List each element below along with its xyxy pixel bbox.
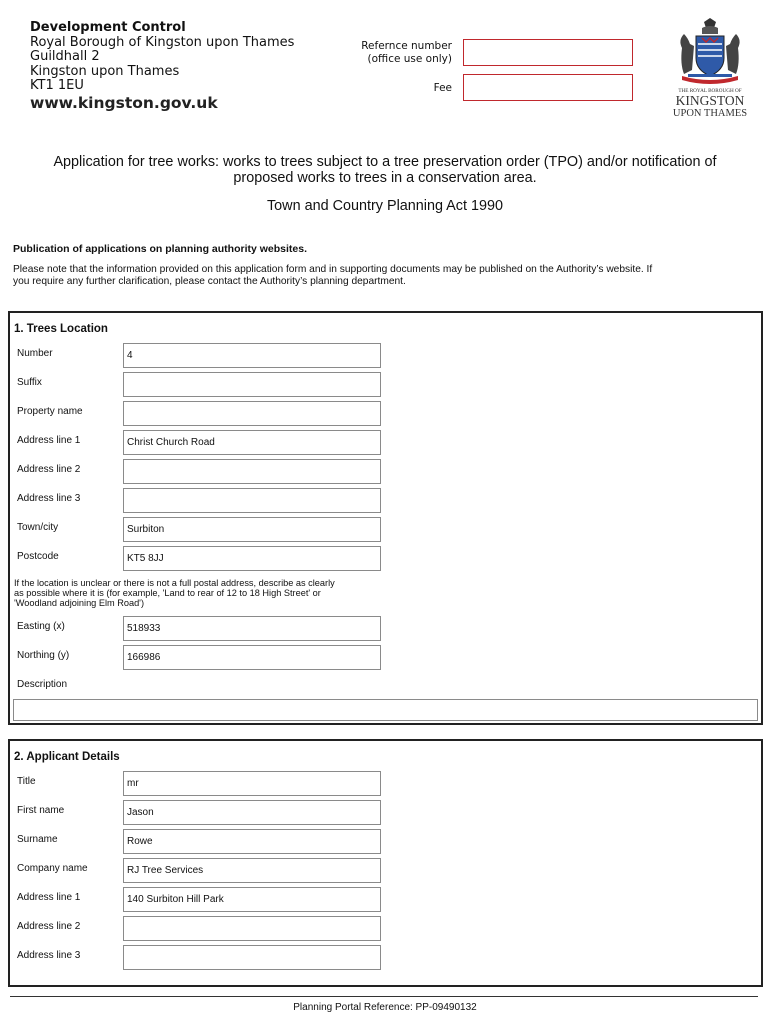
form-title-line-1: Application for tree works: works to trees subject to a tree preservation order (TPO) and/or notification of: [53, 154, 717, 170]
organisation-address: [30, 21, 294, 113]
form-subtitle: Town and Country Planning Act 1990: [266, 198, 503, 214]
field-label: Address line 3: [17, 493, 81, 504]
field-label: Address line 2: [17, 921, 81, 932]
address-line-2: Kingston upon Thames: [30, 63, 180, 79]
location-note-line-1: If the location is unclear or there is not a full postal address, describe as clearly: [14, 578, 335, 588]
first-name-field[interactable]: Jason: [123, 800, 381, 825]
postcode-field[interactable]: KT5 8JJ: [123, 546, 381, 571]
location-note: [14, 578, 394, 608]
section-applicant-details: [8, 739, 763, 987]
publication-notice-line-1: Please note that the information provided on this application form and in supporting documents may be published on the Authority’s website. If: [13, 264, 653, 275]
footer-divider: [10, 996, 758, 997]
form-title-line-2: proposed works to trees in a conservation area.: [233, 170, 537, 186]
council-name: Royal Borough of Kingston upon Thames: [30, 34, 295, 50]
planning-portal-reference: Planning Portal Reference: PP-09490132: [293, 1002, 477, 1013]
publication-heading: Publication of applications on planning authority websites.: [13, 243, 308, 255]
address-line-1-field[interactable]: Christ Church Road: [123, 430, 381, 455]
field-label: Property name: [17, 406, 83, 417]
section-trees-location: [8, 311, 763, 725]
reference-label: [340, 40, 452, 65]
fee-label: Fee: [433, 82, 452, 94]
address-line-1: Guildhall 2: [30, 49, 100, 65]
surname-field[interactable]: Rowe: [123, 829, 381, 854]
description-label: Description: [17, 679, 68, 690]
field-label: Company name: [17, 863, 88, 874]
reference-label-line-2: (office use only): [367, 52, 452, 65]
section-2-title: 2. Applicant Details: [14, 751, 120, 763]
field-label: Address line 1: [17, 435, 81, 446]
form-title: [20, 154, 750, 186]
easting-field[interactable]: 518933: [123, 616, 381, 641]
field-label: Address line 3: [17, 950, 81, 961]
location-note-line-2: as possible where it is (for example, 'Land to rear of 12 to 18 High Street' or: [14, 588, 321, 598]
logo-line-1: KINGSTON: [675, 93, 745, 108]
department-name: Development Control: [30, 20, 186, 35]
property-name-field[interactable]: [123, 401, 381, 426]
field-label: Suffix: [17, 377, 42, 388]
field-label: Postcode: [17, 551, 59, 562]
location-note-line-3: 'Woodland adjoining Elm Road'): [14, 598, 144, 608]
address-line-3-field[interactable]: [123, 488, 381, 513]
northing-field[interactable]: 166986: [123, 645, 381, 670]
kingston-crest-logo: [668, 18, 752, 118]
field-label: First name: [17, 805, 65, 816]
applicant-address-line-3-field[interactable]: [123, 945, 381, 970]
number-field[interactable]: 4: [123, 343, 381, 368]
reference-label-line-1: Refernce number: [361, 40, 452, 52]
field-label: Easting (x): [17, 621, 65, 632]
description-field[interactable]: [13, 699, 758, 721]
logo-line-2: UPON THAMES: [672, 108, 748, 118]
field-label: Address line 2: [17, 464, 81, 475]
address-line-2-field[interactable]: [123, 459, 381, 484]
suffix-field[interactable]: [123, 372, 381, 397]
field-label: Surname: [17, 834, 58, 845]
logo-top-text: THE ROYAL BOROUGH OF: [678, 88, 742, 94]
website-link[interactable]: www.kingston.gov.uk: [30, 93, 218, 112]
reference-number-field[interactable]: [463, 39, 633, 66]
field-label: Title: [17, 776, 36, 787]
publication-notice-line-2: you require any further clarification, please contact the Authority’s planning department.: [13, 275, 406, 287]
title-field[interactable]: mr: [123, 771, 381, 796]
field-label: Northing (y): [17, 650, 70, 661]
field-label: Town/city: [17, 522, 59, 533]
publication-notice: [13, 264, 753, 287]
fee-field[interactable]: [463, 74, 633, 101]
field-label: Number: [17, 348, 53, 359]
town-city-field[interactable]: Surbiton: [123, 517, 381, 542]
applicant-address-line-1-field[interactable]: 140 Surbiton Hill Park: [123, 887, 381, 912]
field-label: Address line 1: [17, 892, 81, 903]
section-1-title: 1. Trees Location: [14, 323, 108, 335]
address-postcode: KT1 1EU: [30, 78, 84, 94]
applicant-address-line-2-field[interactable]: [123, 916, 381, 941]
company-name-field[interactable]: RJ Tree Services: [123, 858, 381, 883]
